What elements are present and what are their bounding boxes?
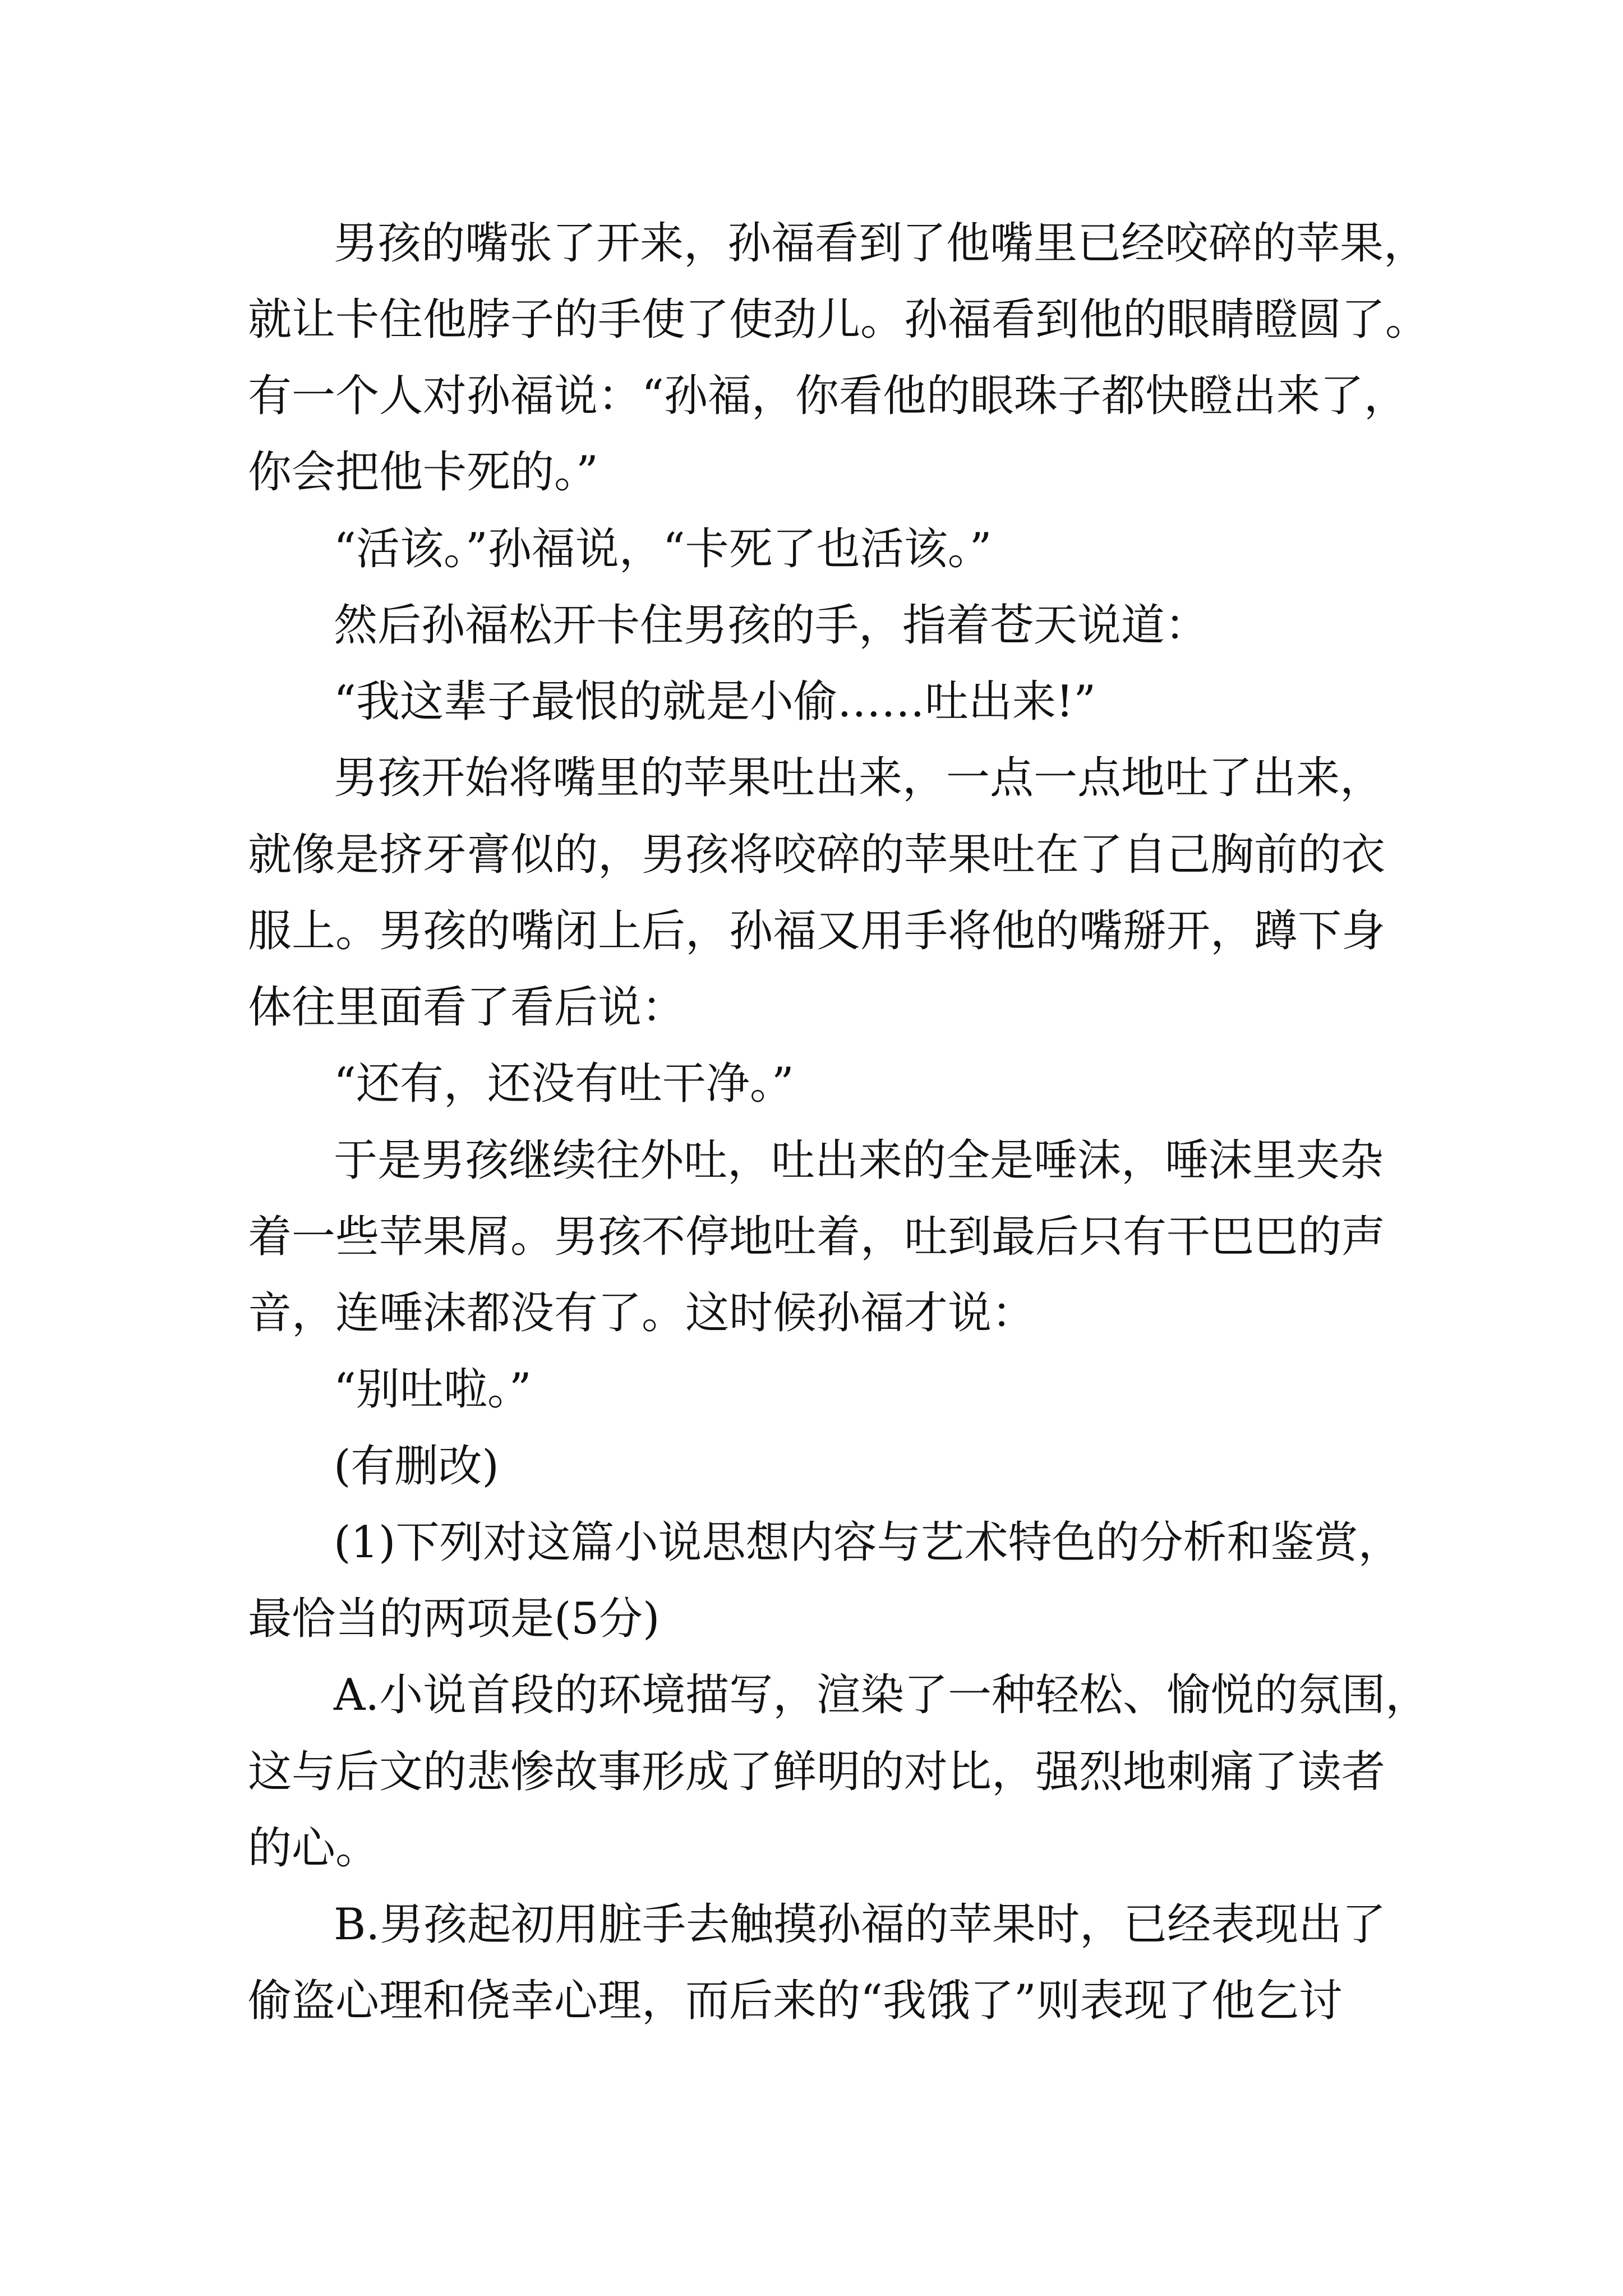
text-line: 音，连唾沫都没有了。这时候孙福才说： xyxy=(248,1288,1036,1338)
text-line: 着一些苹果屑。男孩不停地吐着，吐到最后只有干巴巴的声 xyxy=(248,1212,1386,1262)
text-line: 于是男孩继续往外吐，吐出来的全是唾沫，唾沫里夹杂 xyxy=(334,1135,1384,1186)
option-a: A.小说首段的环境描写，渲染了一种轻松、愉悦的氛围， xyxy=(334,1670,1430,1720)
text-line: 体往里面看了看后说： xyxy=(248,982,686,1033)
text-line: 然后孙福松开卡住男孩的手，指着苍天说道： xyxy=(334,600,1209,651)
question-stem: 最恰当的两项是(5分) xyxy=(248,1594,660,1644)
text-line: “活该。”孙福说，“卡死了也活该。” xyxy=(334,524,992,574)
text-line: 有一个人对孙福说：“孙福，你看他的眼珠子都快瞪出来了， xyxy=(248,371,1408,421)
text-line: 男孩的嘴张了开来，孙福看到了他嘴里已经咬碎的苹果， xyxy=(334,218,1428,269)
text-line: “别吐啦。” xyxy=(334,1364,532,1415)
text-line: 就让卡住他脖子的手使了使劲儿。孙福看到他的眼睛瞪圆了。 xyxy=(248,295,1430,345)
text-line: 就像是挤牙膏似的，男孩将咬碎的苹果吐在了自己胸前的衣 xyxy=(248,830,1386,880)
text-line: 男孩开始将嘴里的苹果吐出来，一点一点地吐了出来， xyxy=(334,753,1384,803)
text-line: 你会把他卡死的。” xyxy=(248,447,598,498)
option-b: B.男孩起初用脏手去触摸孙福的苹果时，已经表现出了 xyxy=(334,1899,1386,1950)
text-line: 服上。男孩的嘴闭上后，孙福又用手将他的嘴掰开，蹲下身 xyxy=(248,906,1386,956)
option-a: 这与后文的悲惨故事形成了鲜明的对比，强烈地刺痛了读者 xyxy=(248,1747,1386,1797)
text-line: “我这辈子最恨的就是小偷……吐出来!” xyxy=(334,677,1096,727)
text-line: “还有，还没有吐干净。” xyxy=(334,1059,794,1109)
option-b: 偷盗心理和侥幸心理，而后来的“我饿了”则表现了他乞讨 xyxy=(248,1976,1343,2026)
option-a: 的心。 xyxy=(248,1823,380,1874)
question-stem: (1)下列对这篇小说思想内容与艺术特色的分析和鉴赏， xyxy=(334,1517,1402,1568)
source-note: (有删改) xyxy=(334,1441,499,1492)
